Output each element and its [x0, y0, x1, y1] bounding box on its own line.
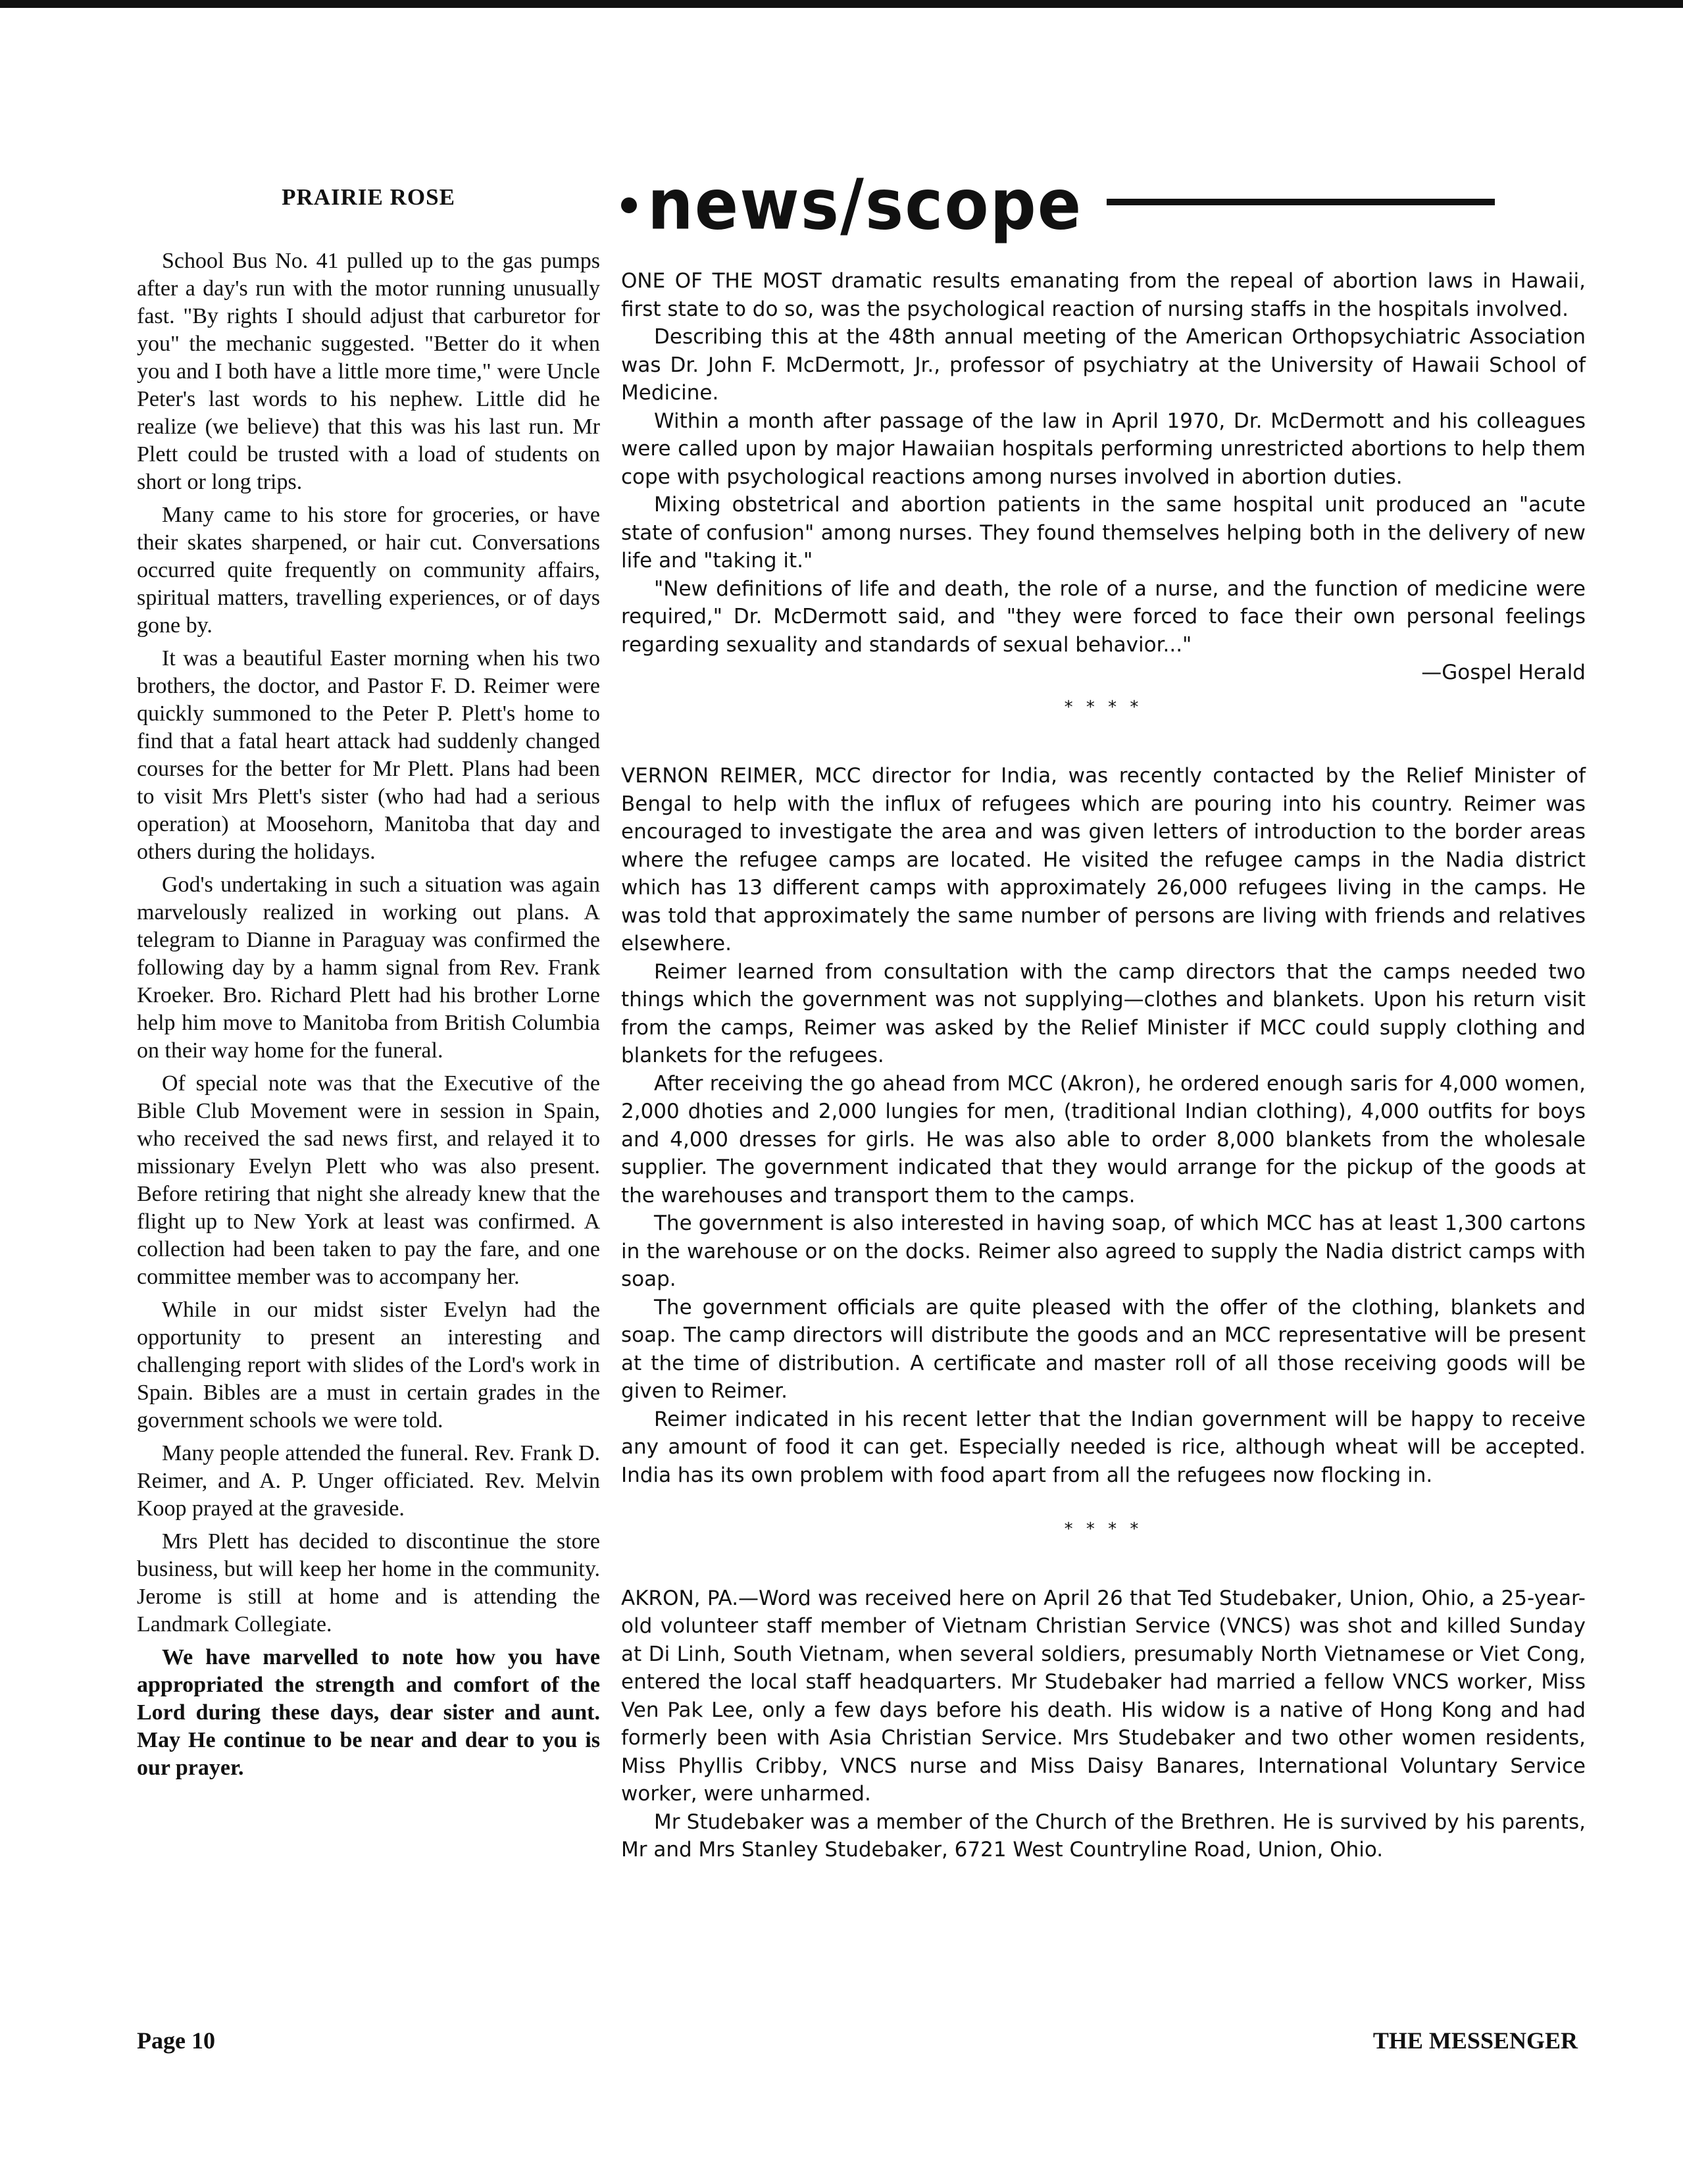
- prairie-rose-paragraph: Many people attended the funeral. Rev. Frank D. Reimer, and A. P. Unger officiated. Rev. Melvin Koop prayed at the graveside.: [137, 1441, 600, 1521]
- news-scope-title: news/scope: [647, 165, 1083, 246]
- page-number: Page 10: [137, 2027, 215, 2054]
- article-source: —Gospel Herald: [1421, 661, 1586, 684]
- article-paragraph: Reimer learned from consultation with the camp directors that the camps needed two things which the government was not supplying—clothes and blankets. Upon his return visit from the camps, Reimer was asked by the Relief Minister if MCC could supply clothing and blankets for the refugees.: [621, 959, 1586, 1067]
- prairie-rose-paragraph: God's undertaking in such a situation was again marvelously realized in working out plans. A telegram to Dianne in Paraguay was confirmed the following day by a hamm signal from Rev. Frank Kroeker. Bro. Richard Plett had his brother Lorne help him move to Manitoba from British Columbia on their way home for the funeral.: [137, 873, 600, 1063]
- prairie-rose-paragraph: While in our midst sister Evelyn had the opportunity to present an interesting and challenging report with slides of the Lord's work in Spain. Bibles are a must in certain grades in the government schools we were told.: [137, 1298, 600, 1433]
- prairie-rose-paragraph: Mrs Plett has decided to discontinue the store business, but will keep her home in the community. Jerome is still at home and is attending the Landmark Collegiate.: [137, 1529, 600, 1637]
- prairie-rose-column: [137, 183, 600, 1787]
- article-paragraph: Mixing obstetrical and abortion patients in the same hospital unit produced an "acute state of confusion" among nurses. They found themselves helping both in the delivery of new life and "taking it.": [621, 493, 1586, 572]
- article-paragraph: Within a month after passage of the law in April 1970, Dr. McDermott and his colleagues were called upon by major Hawaiian hospitals performing unrestricted abortions to help them cope with psychological reactions among nurses involved in abortion duties.: [621, 409, 1586, 489]
- prairie-rose-paragraph: Many came to his store for groceries, or have their skates sharpened, or hair cut. Conversations occurred quite frequently on community affairs, spiritual matters, travelling experiences, or of days gone by.: [137, 503, 600, 638]
- article-paragraph: After receiving the go ahead from MCC (Akron), he ordered enough saris for 4,000 women, 2,000 dhoties and 2,000 lungies for men, (traditional Indian clothing), 4,000 outfits for boys and 4,000 dresses for girls. He was also able to order 8,000 blankets from the wholesale supplier. The government indicated that they would arrange for the pickup of the goods at the warehouses and transport them to the camps.: [621, 1071, 1586, 1207]
- article-paragraph: The government is also interested in having soap, of which MCC has at least 1,300 cartons in the warehouse or on the docks. Reimer also agreed to supply the Nadia district camps with soap.: [621, 1211, 1586, 1291]
- article-paragraph: The government officials are quite pleased with the offer of the clothing, blankets and soap. The camp directors will distribute the goods and an MCC representative will be present at the time of distribution. A certificate and master roll of all those receiving goods will be given to Reimer.: [621, 1295, 1586, 1403]
- news-scope-masthead: [621, 165, 1537, 246]
- article-paragraph: Reimer indicated in his recent letter that the Indian government will be happy to receive any amount of food it can get. Especially needed is rice, although wheat will be accepted. India has its own problem with food apart from all the refugees now flocking in.: [621, 1407, 1586, 1487]
- prairie-rose-paragraph: It was a beautiful Easter morning when his two brothers, the doctor, and Pastor F. D. Reimer were quickly summoned to the Peter P. Plett's home to find that a fatal heart attack had suddenly changed courses for the better for Mr Plett. Plans had been to visit Mrs Plett's sister (who had had a serious operation) at Moosehorn, Manitoba that day and others during the holidays.: [137, 646, 600, 864]
- masthead-rule: [1107, 199, 1495, 205]
- prairie-rose-closing: We have marvelled to note how you have appropriated the strength and comfort of the Lord during these days, dear sister and aunt. May He continue to be near and dear to you is our prayer.: [137, 1645, 600, 1780]
- news-scope-column: [621, 267, 1586, 1864]
- prairie-rose-paragraph: School Bus No. 41 pulled up to the gas pumps after a day's run with the motor running unusually fast. "By rights I should adjust that carburetor for you" the mechanic suggested. "Better do it when you and I both have a little more time," were Uncle Peter's last words to his nephew. Little did he realize (we believe) that this was his last run. Mr Plett could be trusted with a load of students on short or long trips.: [137, 249, 600, 494]
- publication-name: THE MESSENGER: [1372, 2027, 1578, 2054]
- article-paragraph: VERNON REIMER, MCC director for India, was recently contacted by the Relief Minister of Bengal to help with the influx of refugees which are pouring into his country. Reimer was encouraged to investigate the area and was given letters of introduction to the border areas where the refugee camps are located. He visited the refugee camps in the Nadia district which has 13 different camps with approximately 26,000 refugees living in the camps. He was told that approximately the same number of persons are living with friends and relatives elsewhere.: [621, 764, 1586, 955]
- bullet-icon: [621, 197, 637, 213]
- article-paragraph: Mr Studebaker was a member of the Church of the Brethren. He is survived by his parents, Mr and Mrs Stanley Studebaker, 6721 West Countryline Road, Union, Ohio.: [621, 1810, 1586, 1862]
- article-paragraph: Describing this at the 48th annual meeting of the American Orthopsychiatric Association was Dr. John F. McDermott, Jr., professor of psychiatry at the University of Hawaii School of Medicine.: [621, 325, 1586, 405]
- article-paragraph: "New definitions of life and death, the role of a nurse, and the function of medicine were required," Dr. McDermott said, and "they were forced to face their own personal feelings regarding sexuality and standards of sexual behavior...": [621, 576, 1586, 657]
- article-paragraph: ONE OF THE MOST dramatic results emanating from the repeal of abortion laws in Hawaii, first state to do so, was the psychological reaction of nursing staffs in the hospitals involved.: [621, 269, 1586, 321]
- prairie-rose-heading: PRAIRIE ROSE: [282, 184, 455, 210]
- article-separator: * * * *: [1064, 1519, 1143, 1539]
- top-border: [0, 0, 1683, 8]
- article-paragraph: AKRON, PA.—Word was received here on April 26 that Ted Studebaker, Union, Ohio, a 25-year-old volunteer staff member of Vietnam Christian Service (VNCS) was shot and killed Sunday at Di Linh, South Vietnam, when several soldiers, presumably North Vietnamese or Viet Cong, entered the local staff headquarters. Mr Studebaker had married a fellow VNCS worker, Miss Ven Pak Lee, only a few days before his death. His widow is a native of Hong Kong and had formerly been with Asia Christian Service. Mrs Studebaker and two other women residents, Miss Phyllis Cribby, VNCS nurse and Miss Daisy Banares, International Voluntary Service worker, were unharmed.: [621, 1586, 1586, 1806]
- article-separator: * * * *: [1064, 697, 1143, 717]
- prairie-rose-paragraph: Of special note was that the Executive of the Bible Club Movement were in session in Spain, who received the sad news first, and relayed it to missionary Evelyn Plett who was also present. Before retiring that night she already knew that the flight up to New York at least was confirmed. A collection had been taken to pay the fare, and one committee member was to accompany her.: [137, 1071, 600, 1289]
